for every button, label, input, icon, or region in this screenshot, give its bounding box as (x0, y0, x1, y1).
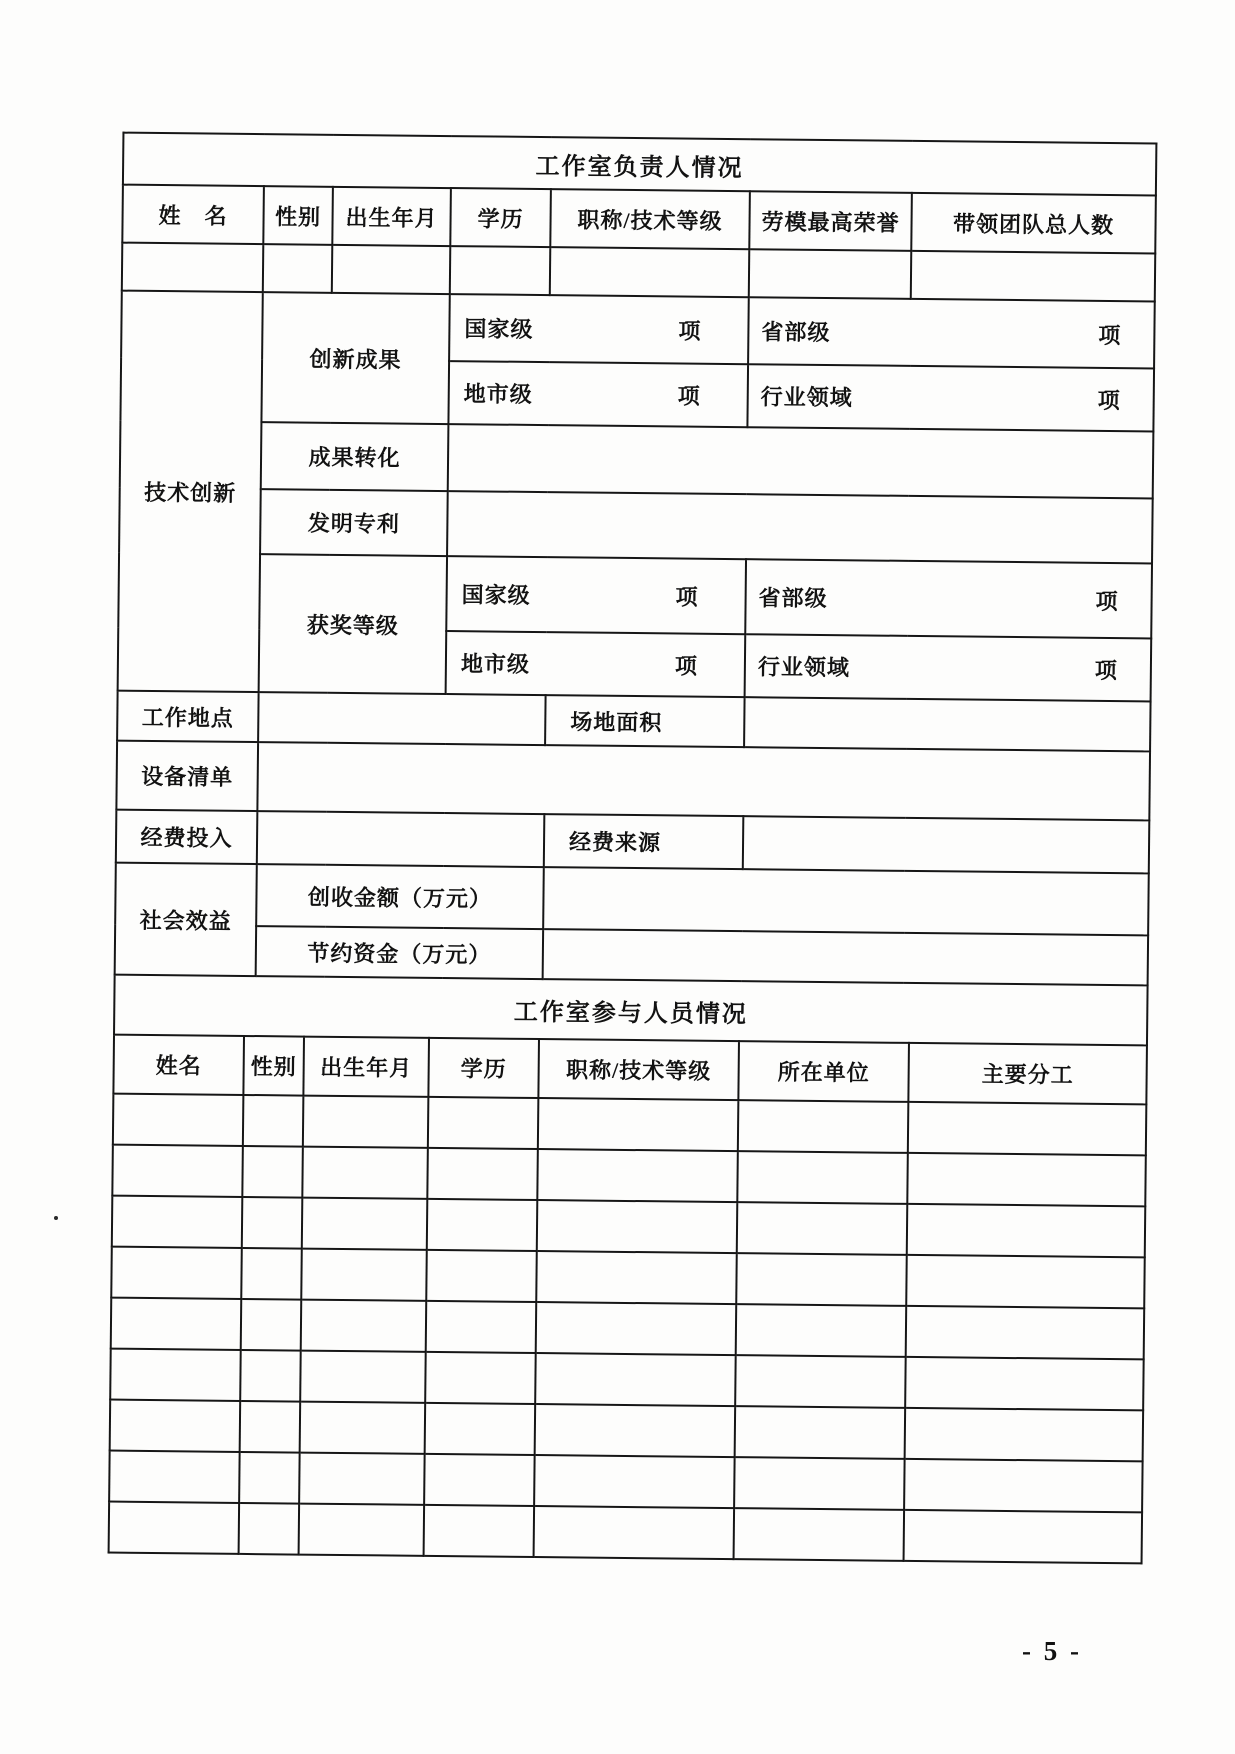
participant-cell (240, 1401, 301, 1453)
equipment-list-value-cell (257, 742, 1150, 820)
participant-cell (242, 1146, 303, 1198)
social-benefit-label: 社会效益 (115, 863, 257, 976)
revenue-value-cell (543, 867, 1149, 935)
participant-cell (241, 1299, 302, 1351)
participant-cell (109, 1451, 240, 1503)
participant-cell (110, 1400, 241, 1452)
participant-cell (534, 1455, 735, 1508)
unit-label: 项 (1095, 588, 1119, 615)
results-transfer-value-cell (448, 424, 1154, 498)
unit-label: 项 (677, 383, 701, 409)
level-label: 行业领域 (760, 384, 853, 411)
funds-source-label: 经费来源 (544, 814, 744, 869)
participant-cell (427, 1148, 538, 1200)
participant-cell (534, 1506, 735, 1559)
unit-label: 项 (674, 653, 699, 679)
participant-cell (299, 1453, 425, 1505)
participant-cell (300, 1351, 426, 1403)
innovation-results-label: 创新成果 (261, 292, 449, 424)
participant-cell (109, 1502, 240, 1554)
equipment-list-label: 设备清单 (116, 741, 258, 811)
participant-cell (906, 1306, 1145, 1359)
unit-label: 项 (1097, 387, 1121, 414)
level-label: 省部级 (761, 319, 831, 346)
header-gender: 性别 (243, 1036, 304, 1096)
innovation-industry-cell (747, 364, 1154, 431)
empty-cell (332, 245, 450, 294)
participant-cell (425, 1352, 536, 1404)
participant-cell (301, 1249, 427, 1301)
participant-cell (906, 1255, 1145, 1308)
participant-cell (424, 1454, 535, 1506)
participant-cell (535, 1353, 736, 1406)
participant-cell (736, 1253, 907, 1306)
work-place-value-cell (258, 692, 546, 745)
header-birth: 出生年月 (303, 1037, 429, 1097)
participant-cell (735, 1406, 906, 1459)
header-model-honor: 劳模最高荣誉 (749, 191, 912, 251)
participant-cell (302, 1198, 428, 1250)
participant-cell (538, 1098, 739, 1151)
participant-cell (302, 1147, 428, 1199)
participant-cell (737, 1202, 908, 1255)
participant-cell (243, 1095, 304, 1147)
empty-cell (122, 243, 263, 292)
unit-label: 项 (1098, 322, 1122, 349)
award-national-cell (446, 556, 746, 634)
participant-cell (301, 1300, 427, 1352)
award-municipal-cell (446, 631, 746, 697)
award-industry-cell (745, 634, 1152, 701)
header-education: 学历 (450, 188, 551, 247)
participant-cell (535, 1404, 736, 1457)
header-team-size: 带领团队总人数 (911, 193, 1156, 254)
participant-cell (908, 1102, 1147, 1155)
level-label: 省部级 (758, 585, 828, 612)
participant-cell (737, 1151, 908, 1204)
participant-cell (734, 1457, 905, 1510)
work-place-label: 工作地点 (117, 691, 259, 742)
invention-patents-value-cell (447, 491, 1153, 563)
site-area-value-cell (744, 697, 1151, 751)
revenue-label: 创收金额（万元） (256, 864, 544, 929)
header-education: 学历 (428, 1038, 539, 1098)
participant-cell (299, 1504, 425, 1556)
participant-cell (905, 1357, 1144, 1410)
unit-label: 项 (678, 318, 702, 344)
participant-cell (303, 1096, 429, 1148)
participant-cell (111, 1247, 242, 1299)
unit-label: 项 (675, 584, 699, 610)
participant-cell (426, 1301, 537, 1353)
participant-cell (241, 1248, 302, 1300)
savings-value-cell (543, 929, 1148, 985)
participant-cell (736, 1304, 907, 1357)
participant-cell (905, 1408, 1144, 1461)
level-label: 国家级 (464, 316, 534, 342)
empty-cell (263, 244, 332, 293)
header-title-grade: 职称/技术等级 (550, 189, 750, 249)
empty-cell (550, 247, 749, 297)
unit-label: 项 (1094, 657, 1119, 684)
participant-cell (907, 1204, 1146, 1257)
funds-source-value-cell (743, 816, 1150, 873)
participant-cell (112, 1145, 243, 1197)
participant-cell (426, 1250, 537, 1302)
level-label: 国家级 (461, 582, 531, 608)
scan-speck (54, 1216, 58, 1220)
participant-table (108, 976, 1149, 1565)
participant-cell (735, 1355, 906, 1408)
page-number: - 5 - (1022, 1636, 1082, 1666)
tech-innovation-label: 技术创新 (118, 291, 263, 692)
participant-cell (300, 1402, 426, 1454)
participant-cell (239, 1452, 300, 1504)
participant-cell (239, 1503, 300, 1555)
level-label: 行业领域 (757, 654, 851, 681)
participant-table-title: 工作室参与人员情况 (114, 976, 1148, 1046)
participant-cell (904, 1510, 1143, 1563)
header-name: 姓 名 (122, 185, 264, 244)
participant-cell (536, 1251, 737, 1304)
funds-input-label: 经费投入 (116, 810, 258, 864)
leader-table-title: 工作室负责人情况 (123, 133, 1156, 196)
level-label: 地市级 (463, 381, 533, 407)
empty-cell (450, 246, 550, 295)
award-provincial-cell (745, 559, 1152, 638)
participant-cell (110, 1349, 241, 1401)
participant-cell (536, 1302, 737, 1355)
participant-cell (111, 1298, 242, 1350)
innovation-provincial-cell (748, 297, 1155, 368)
header-work-unit: 所在单位 (738, 1041, 909, 1102)
participant-cell (112, 1196, 243, 1248)
savings-label: 节约资金（万元） (256, 926, 544, 979)
participant-row (109, 1502, 1143, 1564)
leader-table (114, 132, 1158, 987)
award-grade-label: 获奖等级 (259, 554, 447, 694)
site-area-label: 场地面积 (545, 695, 745, 747)
results-transfer-label: 成果转化 (261, 422, 449, 491)
header-gender: 性别 (263, 186, 333, 245)
participant-cell (427, 1199, 538, 1251)
participant-cell (907, 1153, 1146, 1206)
funds-input-value-cell (257, 811, 545, 867)
participant-cell (734, 1508, 905, 1561)
scanned-form-sheet (108, 132, 1156, 1565)
participant-cell (537, 1149, 738, 1202)
invention-patents-label: 发明专利 (260, 489, 448, 556)
participant-cell (738, 1100, 909, 1153)
header-title-grade: 职称/技术等级 (538, 1039, 739, 1100)
innovation-municipal-cell (448, 361, 748, 427)
header-main-duty: 主要分工 (908, 1043, 1147, 1104)
participant-cell (113, 1094, 244, 1146)
empty-cell (911, 251, 1155, 302)
participant-cell (240, 1350, 301, 1402)
participant-cell (242, 1197, 303, 1249)
level-label: 地市级 (460, 651, 531, 677)
participant-cell (425, 1403, 536, 1455)
participant-cell (424, 1505, 535, 1557)
header-birth: 出生年月 (332, 187, 451, 246)
header-name: 姓名 (113, 1035, 244, 1095)
participant-cell (537, 1200, 738, 1253)
innovation-national-cell (449, 294, 749, 364)
participant-cell (428, 1097, 539, 1149)
empty-cell (749, 249, 911, 299)
participant-cell (904, 1459, 1143, 1512)
